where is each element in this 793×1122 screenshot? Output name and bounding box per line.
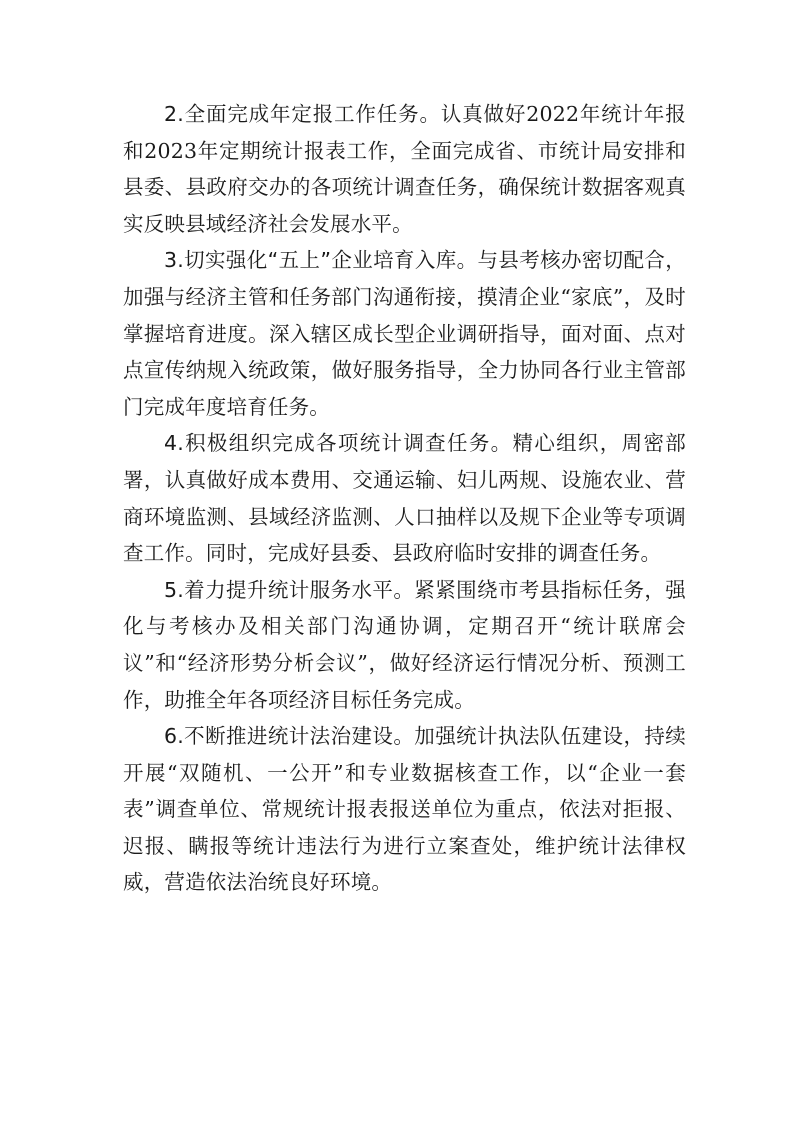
paragraph-survey-tasks <box>123 425 686 571</box>
paragraph-rule-of-law <box>123 718 686 901</box>
document-body <box>123 96 686 901</box>
paragraph-text: 加强统计执法队伍建设，持续开展“双随机、一公开”和专业数据核查工作，以“企业一套表”调查单位、常规统计报表报送单位为重点，依法对拒报、迟报、瞒报等统计违法行为进行立案查处，维护统计法律权威，营造依法治统良好环境。 <box>123 724 686 895</box>
paragraph-heading: 4.积极组织完成各项统计调查任务。 <box>164 431 513 456</box>
paragraph-annual-reports <box>123 96 686 242</box>
paragraph-heading: 6.不断推进统计法治建设。 <box>164 724 415 749</box>
paragraph-heading: 5.着力提升统计服务水平。 <box>164 577 415 602</box>
paragraph-text: 与县考核办密切配合，加强与经济主管和任务部门沟通衔接，摸清企业“家底”，及时掌握培育进度。深入辖区成长型企业调研指导，面对面、点对点宣传纳规入统政策，做好服务指导，全力协同各行业主管部门完成年度培育任务。 <box>123 248 686 419</box>
paragraph-heading: 3.切实强化“五上”企业培育入库。 <box>164 248 478 273</box>
paragraph-enterprise-cultivation <box>123 242 686 425</box>
paragraph-text: 认真做好2022年统计年报和2023年定期统计报表工作，全面完成省、市统计局安排和县委、县政府交办的各项统计调查任务，确保统计数据客观真实反映县域经济社会发展水平。 <box>123 102 686 236</box>
paragraph-heading: 2.全面完成年定报工作任务。 <box>164 102 441 126</box>
paragraph-text: 精心组织，周密部署，认真做好成本费用、交通运输、妇儿两规、设施农业、营商环境监测、县域经济监测、人口抽样以及规下企业等专项调查工作。同时，完成好县委、县政府临时安排的调查任务。 <box>123 431 686 566</box>
paragraph-text: 紧紧围绕市考县指标任务，强化与考核办及相关部门沟通协调，定期召开“统计联席会议”和“经济形势分析会议”，做好经济运行情况分析、预测工作，助推全年各项经济目标任务完成。 <box>123 577 686 712</box>
paragraph-service-level <box>123 572 686 718</box>
